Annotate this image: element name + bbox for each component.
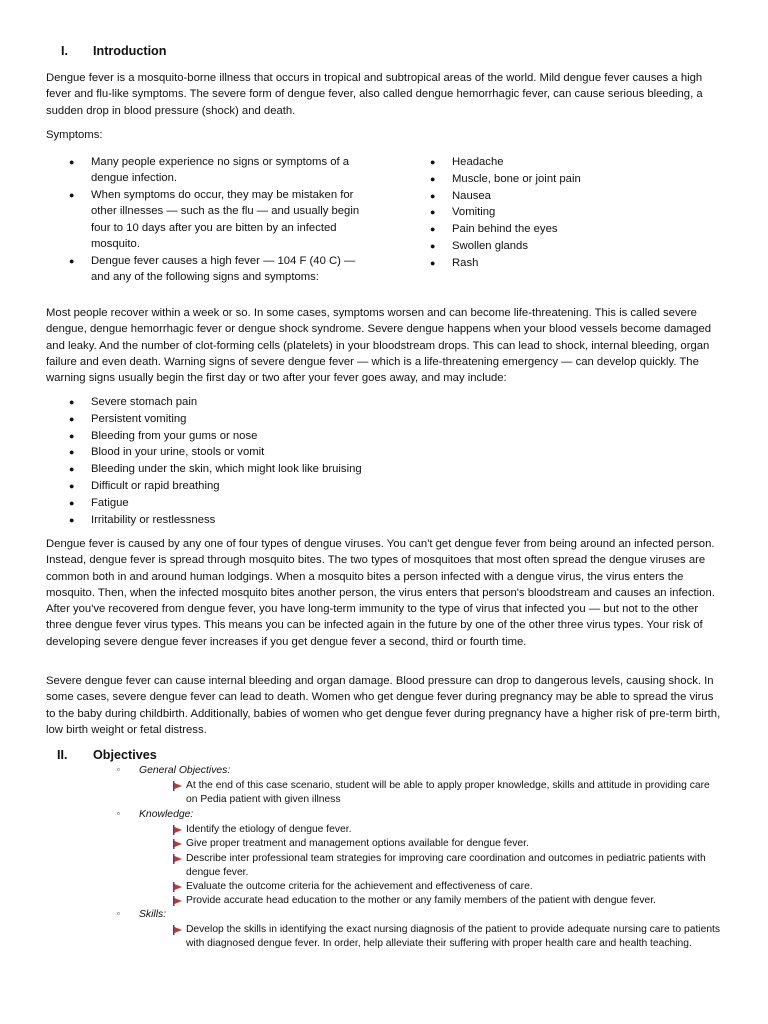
symptoms-list-right (427, 154, 687, 272)
list-item: ● Bleeding from your gums or nose (66, 428, 626, 444)
bullet-dot-icon: ● (430, 190, 436, 201)
bullet-dot-icon: ● (69, 514, 75, 525)
list-item: ● Persistent vomiting (66, 411, 626, 427)
bullet-dot-icon: ● (69, 480, 75, 491)
section-title: Introduction (93, 44, 167, 58)
bullet-dot-icon: ● (69, 157, 75, 167)
flag-arrow-icon (172, 925, 183, 935)
symptoms-label: Symptoms: (46, 129, 103, 141)
bullet-dot-icon: ● (69, 497, 75, 508)
list-item: ● Headache (427, 154, 687, 170)
symptoms-list-left (66, 154, 366, 286)
bullet-dot-icon: ● (430, 207, 436, 218)
list-item: Describe inter professional team strategies for improving care coordination and outcomes in pediatric patients with dengue fever. (172, 852, 724, 881)
list-item: ● Vomiting (427, 204, 687, 220)
list-item: ● Dengue fever causes a high fever — 104 F (40 C) — and any of the following signs and symptoms: (69, 254, 356, 284)
bullet-dot-icon: ● (430, 173, 436, 184)
bullet-dot-icon: ● (69, 397, 75, 407)
cause-paragraph: Dengue fever is caused by any one of four types of dengue viruses. You can't get dengue fever from being around an infected person. Instead, dengue fever is spread through mosquito bites. The two types of mosquitoes that most often spread the dengue viruses are common both in and around human lodgings. When a mosquito bites a person infected with a dengue virus, the virus enters the mosquito. Then, when the infected mosquito bites another person, the virus enters that person's bloodstream and causes an infection. After you've recovered from dengue fever, you have long-term immunity to the type of virus that infected you — but not to the other three dengue fever virus types. This means you can be infected again in the future by one of the other three virus types. Your risk of developing severe dengue fever increases if you get dengue fever a second, third or fourth time. (46, 538, 715, 648)
general-objectives-label: ▫ General Objectives: (117, 765, 231, 776)
section-number: II. (57, 748, 68, 762)
intro-paragraph: Dengue fever is a mosquito-borne illness that occurs in tropical and subtropical areas of the world. Mild dengue fever causes a high fever and flu-like symptoms. The severe form of dengue fever, also called dengue hemorrhagic fever, can cause serious bleeding, a sudden drop in blood pressure (shock) and death. (46, 72, 703, 117)
bullet-dot-icon: ● (69, 190, 75, 201)
list-item: Develop the skills in identifying the exact nursing diagnosis of the patient to provide adequate nursing care to patients with diagnosed dengue fever. In order, help alleviate their suffering with proper health care and health teaching. (172, 923, 724, 952)
knowledge-objectives-list (172, 823, 724, 909)
list-item: Identify the etiology of dengue fever. (172, 823, 724, 837)
bullet-dot-icon: ● (69, 413, 75, 424)
section-title: Objectives (93, 748, 157, 762)
skills-objectives-list (172, 923, 724, 952)
square-bullet-icon: ▫ (117, 809, 120, 818)
list-item: Give proper treatment and management options available for dengue fever. (172, 837, 724, 851)
list-item: Evaluate the outcome criteria for the achievement and effectiveness of care. (172, 880, 724, 894)
list-item: ● Bleeding under the skin, which might look like bruising (66, 461, 626, 477)
list-item: ● When symptoms do occur, they may be mistaken for other illnesses — such as the flu — and usually begin four to 10 days after you are bitten by an infected mosquito. (69, 189, 360, 250)
knowledge-label: ▫ Knowledge: (117, 809, 194, 820)
bullet-dot-icon: ● (69, 255, 75, 266)
bullet-dot-icon: ● (69, 430, 75, 441)
list-item: ● Fatigue (66, 495, 626, 511)
section-number: I. (61, 44, 68, 58)
list-item: ● Rash (427, 255, 687, 271)
flag-arrow-icon (172, 825, 183, 835)
list-item: ● Difficult or rapid breathing (66, 478, 626, 494)
flag-arrow-icon (172, 781, 183, 791)
bullet-dot-icon: ● (430, 224, 436, 235)
bullet-dot-icon: ● (69, 464, 75, 475)
flag-arrow-icon (172, 882, 183, 892)
flag-arrow-icon (172, 896, 183, 906)
bullet-dot-icon: ● (69, 447, 75, 458)
bullet-dot-icon: ● (430, 157, 436, 167)
warning-signs-list (66, 394, 626, 528)
list-item: ● Nausea (427, 188, 687, 204)
list-item: ● Many people experience no signs or symptoms of a dengue infection. (69, 156, 350, 185)
bullet-dot-icon: ● (430, 240, 436, 251)
complications-paragraph: Severe dengue fever can cause internal bleeding and organ damage. Blood pressure can drop to dangerous levels, causing shock. In some cases, severe dengue fever can lead to death. Women who get dengue fever during pregnancy may be able to spread the virus to the baby during childbirth. Additionally, babies of women who get dengue fever during pregnancy have a higher risk of pre-term birth, low birth weight or fetal distress. (46, 675, 721, 736)
bullet-dot-icon: ● (430, 257, 436, 268)
list-item: ● Muscle, bone or joint pain (427, 171, 687, 187)
list-item: ● Irritability or restlessness (66, 512, 626, 528)
square-bullet-icon: ▫ (117, 765, 120, 774)
general-objectives-list (172, 779, 724, 808)
list-item: At the end of this case scenario, student will be able to apply proper knowledge, skills and attitude in providing care on Pedia patient with given illness (172, 779, 724, 808)
list-item: ● Blood in your urine, stools or vomit (66, 444, 626, 460)
list-item: ● Swollen glands (427, 238, 687, 254)
severe-dengue-paragraph: Most people recover within a week or so. In some cases, symptoms worsen and can become life-threatening. This is called severe dengue, dengue hemorrhagic fever or dengue shock syndrome. Severe dengue happens when your blood vessels become damaged and leaky. And the number of clot-forming cells (platelets) in your bloodstream drops. This can lead to shock, internal bleeding, organ failure and even death. Warning signs of severe dengue fever — which is a life-threatening emergency — can develop quickly. The warning signs usually begin the first day or two after your fever goes away, and may include: (46, 307, 712, 385)
flag-arrow-icon (172, 839, 183, 849)
list-item: ● Severe stomach pain (66, 394, 626, 410)
square-bullet-icon: ▫ (117, 909, 120, 918)
skills-label: ▫ Skills: (117, 909, 167, 920)
list-item: Provide accurate head education to the mother or any family members of the patient with dengue fever. (172, 894, 724, 908)
flag-arrow-icon (172, 854, 183, 864)
list-item: ● Pain behind the eyes (427, 221, 687, 237)
